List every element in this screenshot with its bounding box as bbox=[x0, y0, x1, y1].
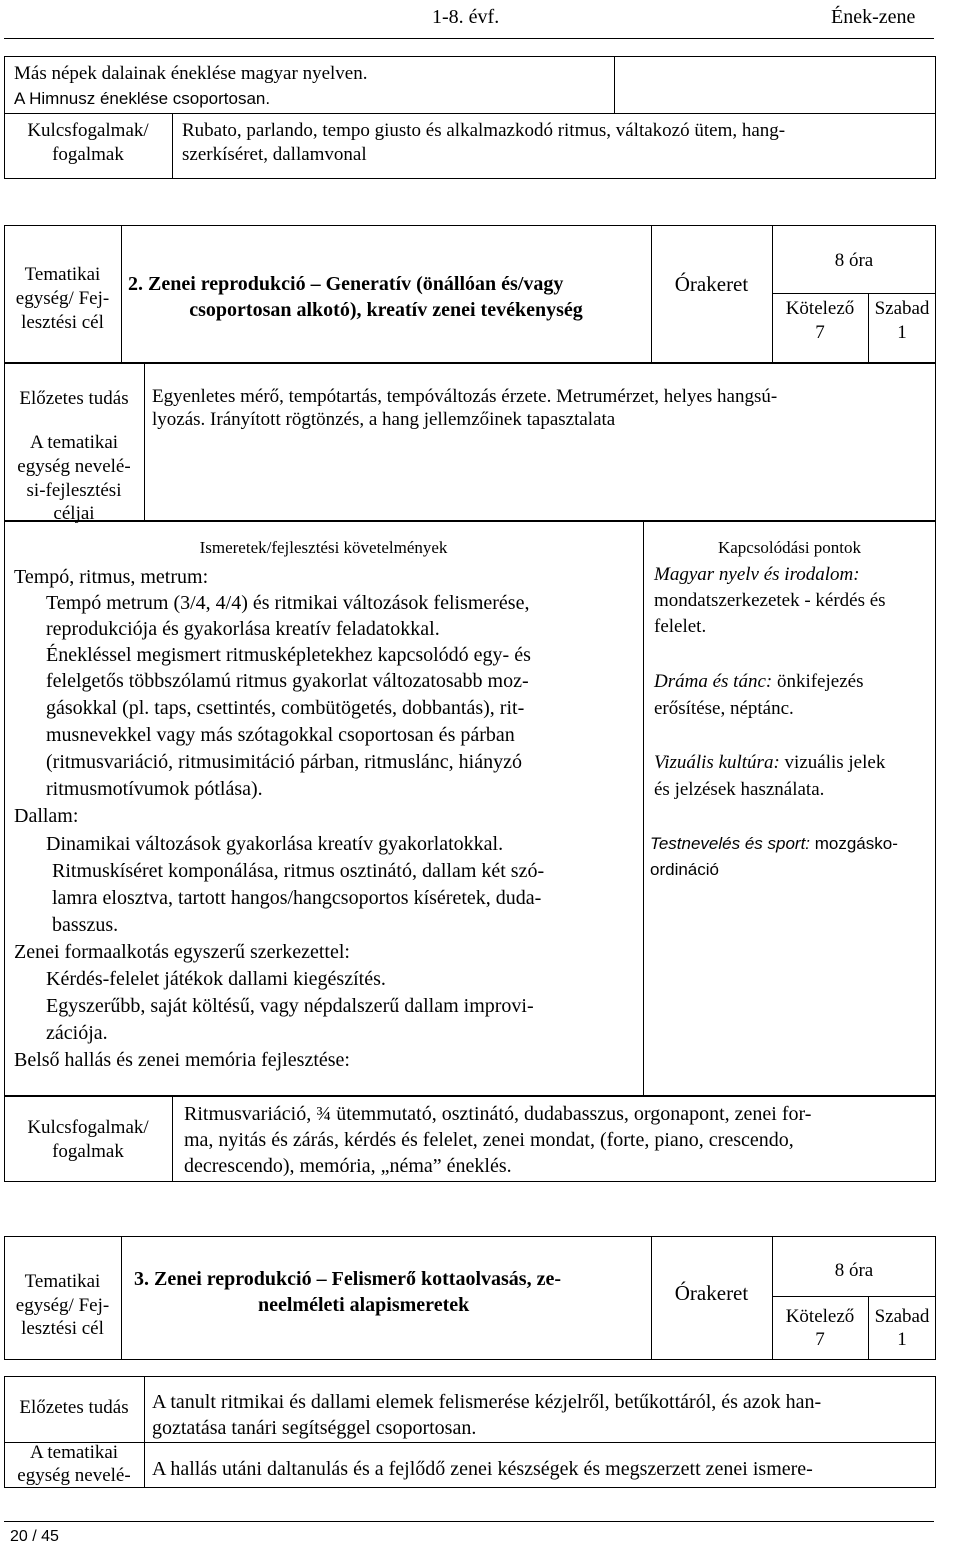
footer-rule bbox=[4, 1521, 934, 1522]
unit3-goals-label-1: A tematikai bbox=[29, 1442, 119, 1463]
subject-label: Ének-zene bbox=[831, 6, 916, 28]
unit2-key-label-1: Kulcsfogalmak/ bbox=[27, 1117, 149, 1138]
unit3-prior-label: Előzetes tudás bbox=[19, 1397, 129, 1418]
unit3-prior-text-2: goztatása tanári segítséggel csoportosan. bbox=[152, 1417, 477, 1439]
conn-pe: Testnevelés és sport: mozgásko- bbox=[650, 834, 898, 853]
conn-drama-text-2: erősítése, néptánc. bbox=[654, 698, 794, 719]
req-line: Dinamikai változások gyakorlása kreatív gyakorlatokkal. bbox=[46, 833, 504, 855]
req-line: Kérdés-felelet játékok dallami kiegészítés. bbox=[46, 968, 386, 990]
unit3-mandatory-value: 7 bbox=[815, 1329, 825, 1350]
unit3-prior-text-1: A tanult ritmikai és dallami elemek felismerése kézjelről, betűkottáról, és azok han- bbox=[152, 1391, 822, 1413]
unit3-title-1: 3. Zenei reprodukció – Felismerő kottaolvasás, ze- bbox=[134, 1268, 561, 1290]
unit3-free-label: Szabad bbox=[874, 1306, 930, 1327]
unit3-mandatory-label: Kötelező bbox=[785, 1306, 855, 1327]
conn-drama: Dráma és tánc: önkifejezés bbox=[654, 671, 864, 692]
unit2-key-vline bbox=[172, 1096, 173, 1182]
unit3-free-value: 1 bbox=[897, 1329, 907, 1350]
unit3-label-2: egység/ Fej- bbox=[15, 1295, 110, 1316]
unit2-prior-text-1: Egyenletes mérő, tempótartás, tempóváltozás érzete. Metrumérzet, helyes hangsú- bbox=[152, 386, 778, 407]
req-line: Dallam: bbox=[14, 805, 79, 827]
unit2-hours-divider bbox=[772, 293, 936, 294]
req-line: Zenei formaalkotás egyszerű szerkezettel: bbox=[14, 941, 350, 963]
req-line: Belső hallás és zenei memória fejlesztése: bbox=[14, 1049, 350, 1071]
req-line: (ritmusvariáció, ritmusimitáció párban, ritmuslánc, hiányzó bbox=[46, 751, 522, 773]
unit2-key-text-1: Ritmusvariáció, ¾ ütemmutató, osztinátó, dudabasszus, orgonapont, zenei for- bbox=[184, 1103, 812, 1125]
unit2-key-text-3: decrescendo), memória, „néma” éneklés. bbox=[184, 1155, 512, 1177]
unit3-vline-1 bbox=[121, 1236, 122, 1360]
req-line: zációja. bbox=[46, 1022, 108, 1044]
unit2-mandatory-value: 7 bbox=[815, 322, 825, 343]
unit3-label-3: lesztési cél bbox=[21, 1318, 104, 1339]
unit2-prior-vline bbox=[144, 363, 145, 521]
unit2-title-2: csoportosan alkotó), kreatív zenei tevékenység bbox=[189, 299, 583, 321]
unit2-key-label-2: fogalmak bbox=[52, 1141, 124, 1162]
req-line: musnevekkel vagy más szótagokkal csoportosan és párban bbox=[46, 724, 515, 746]
req-line: lamra elosztva, tartott hangos/hangcsoportos kíséretek, duda- bbox=[52, 887, 542, 909]
unit2-goals-label-4: céljai bbox=[53, 503, 95, 524]
req-line: Egyszerűbb, saját költésű, vagy népdalszerű dallam improvi- bbox=[46, 995, 534, 1017]
unit2-label-2: egység/ Fej- bbox=[15, 288, 110, 309]
unit3-goals-text: A hallás utáni daltanulás és a fejlődő zenei készségek és megszerzett zenei ismere- bbox=[152, 1458, 813, 1480]
top-line-2: A Himnusz éneklése csoportosan. bbox=[14, 89, 271, 108]
unit2-conn-header: Kapcsolódási pontok bbox=[717, 538, 862, 557]
unit3-hours-total: 8 óra bbox=[834, 1260, 874, 1281]
req-line: reprodukciója és gyakorlása kreatív feladatokkal. bbox=[46, 618, 440, 640]
req-line: Ritmuskíséret komponálása, ritmus osztinátó, dallam két szó- bbox=[52, 860, 545, 882]
conn-pe-text-2: ordináció bbox=[650, 860, 719, 879]
unit3-goals-label-2: egység nevelé- bbox=[17, 1465, 131, 1486]
top-table-divider bbox=[4, 113, 936, 114]
unit2-key-text-2: ma, nyitás és zárás, kérdés és felelet, zenei mondat, (forte, piano, crescendo, bbox=[184, 1129, 794, 1151]
unit2-req-vline bbox=[643, 521, 644, 1096]
unit2-title-1: 2. Zenei reprodukció – Generatív (önállóan és/vagy bbox=[128, 273, 564, 295]
conn-vis-text-2: és jelzések használata. bbox=[654, 779, 825, 800]
req-line: felelgetős többszólamú ritmus gyakorlat változatosabb moz- bbox=[46, 670, 529, 692]
unit2-mandatory-label: Kötelező bbox=[785, 298, 855, 319]
unit3-hours-divider bbox=[772, 1296, 936, 1297]
top-line-1: Más népek dalainak éneklése magyar nyelven. bbox=[14, 63, 368, 84]
unit2-label-1: Tematikai bbox=[24, 264, 101, 285]
unit2-prior-text-2: lyozás. Irányított rögtönzés, a hang jellemzőinek tapasztalata bbox=[152, 409, 616, 430]
page-number: 20 / 45 bbox=[10, 1528, 59, 1545]
unit3-label-1: Tematikai bbox=[24, 1271, 101, 1292]
unit3-prior-vline bbox=[144, 1376, 145, 1488]
conn-hun: Magyar nyelv és irodalom: bbox=[654, 564, 860, 585]
unit3-hours-label: Órakeret bbox=[674, 1281, 749, 1305]
top-key-text-1: Rubato, parlando, tempo giusto és alkalmazkodó ritmus, váltakozó ütem, hang- bbox=[182, 120, 786, 141]
unit2-vline-1 bbox=[121, 225, 122, 363]
grade-label: 1-8. évf. bbox=[432, 6, 500, 28]
top-key-text-2: szerkíséret, dallamvonal bbox=[182, 144, 367, 165]
req-line: Tempó, ritmus, metrum: bbox=[14, 566, 209, 588]
unit2-free-label: Szabad bbox=[874, 298, 930, 319]
conn-vis: Vizuális kultúra: vizuális jelek bbox=[654, 752, 886, 773]
unit2-hours-total: 8 óra bbox=[834, 250, 874, 271]
conn-hun-text-2: felelet. bbox=[654, 616, 707, 637]
unit3-title-2: neelméleti alapismeretek bbox=[258, 1294, 470, 1316]
unit2-hours-label: Órakeret bbox=[674, 272, 749, 296]
unit2-req-header: Ismeretek/fejlesztési követelmények bbox=[199, 538, 448, 557]
top-table-vline bbox=[614, 56, 615, 113]
req-line: Tempó metrum (3/4, 4/4) és ritmikai változások felismerése, bbox=[46, 592, 530, 614]
header-rule bbox=[4, 38, 934, 39]
unit2-goals-label-3: si-fejlesztési bbox=[26, 480, 122, 501]
unit2-free-value: 1 bbox=[897, 322, 907, 343]
conn-hun-text-1: mondatszerkezetek - kérdés és bbox=[654, 590, 886, 611]
unit2-goals-label-1: A tematikai bbox=[29, 432, 119, 453]
top-key-label-1: Kulcsfogalmak/ bbox=[27, 120, 149, 141]
unit2-goals-label-2: egység nevelé- bbox=[17, 456, 131, 477]
top-key-label-2: fogalmak bbox=[52, 144, 124, 165]
req-line: gásokkal (pl. taps, csettintés, combütögetés, dobbantás), rit- bbox=[46, 697, 525, 719]
req-line: basszus. bbox=[52, 914, 119, 936]
req-line: ritmusmotívumok pótlása). bbox=[46, 778, 263, 800]
unit2-label-3: lesztési cél bbox=[21, 312, 104, 333]
top-table-vline-2 bbox=[172, 113, 173, 179]
req-line: Énekléssel megismert ritmusképletekhez kapcsolódó egy- és bbox=[46, 644, 531, 666]
unit2-prior-label: Előzetes tudás bbox=[19, 388, 129, 409]
